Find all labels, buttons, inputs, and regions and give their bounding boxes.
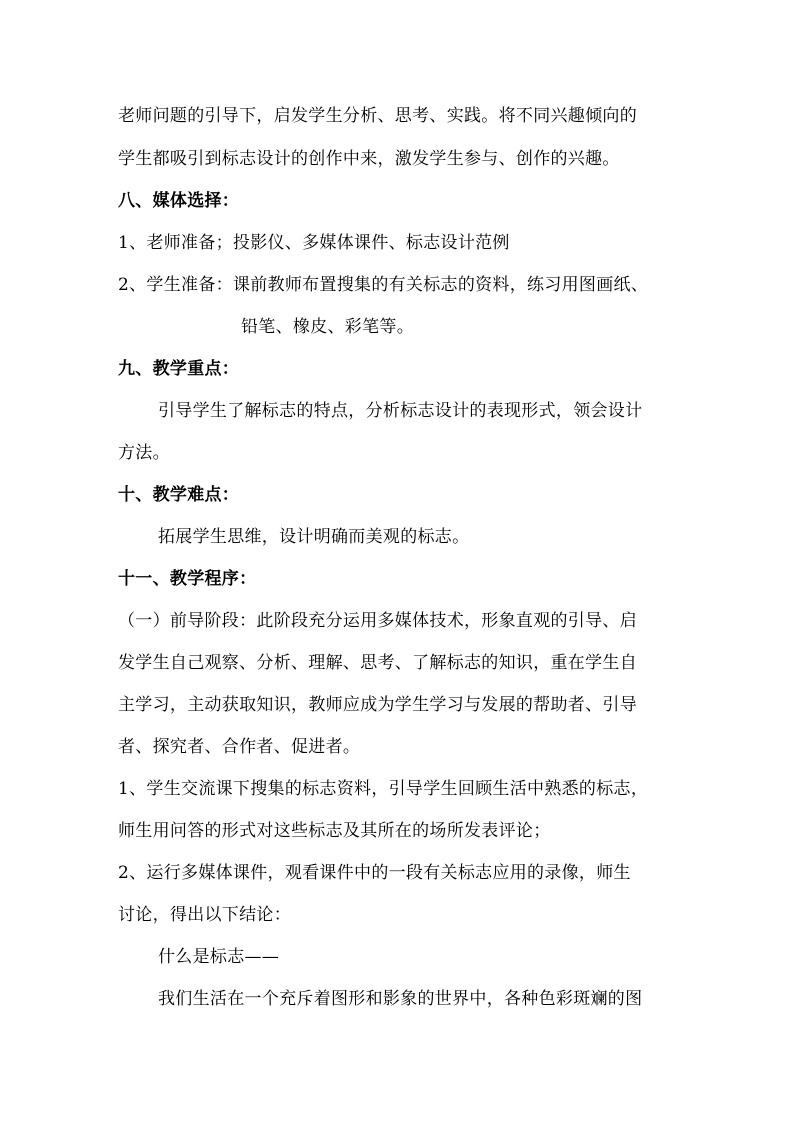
section-heading-key-points: 九、教学重点： [118,359,240,379]
paragraph-line: 方法。 [118,443,170,463]
paragraph-line: 老师问题的引导下，启发学生分析、思考、实践。将不同兴趣倾向的 [118,106,637,126]
list-item: 1、学生交流课下搜集的标志资料，引导学生回顾生活中熟悉的标志， [118,779,649,799]
paragraph-line: 学生都吸引到标志设计的创作中来，激发学生参与、创作的兴趣。 [118,149,620,169]
list-item: 2、运行多媒体课件，观看课件中的一段有关标志应用的录像，师生 [118,863,631,883]
paragraph-line: 我们生活在一个充斥着图形和影象的世界中，各种色彩斑斓的图 [158,989,643,1009]
section-heading-procedure: 十一、教学程序： [118,569,257,589]
list-item: 1、老师准备；投影仪、多媒体课件、标志设计范例 [118,233,510,253]
paragraph-line: 什么是标志—— [158,947,280,967]
list-item: 讨论，得出以下结论： [118,905,291,925]
paragraph-line: 者、探究者、合作者、促进者。 [118,737,361,757]
section-heading-media: 八、媒体选择： [118,191,240,211]
paragraph-line: 主学习，主动获取知识，教师应成为学生学习与发展的帮助者、引导 [118,695,637,715]
list-item: 师生用问答的形式对这些标志及其所在的场所发表评论； [118,821,551,841]
section-heading-difficulties: 十、教学难点： [118,485,240,505]
paragraph-line: （一）前导阶段：此阶段充分运用多媒体技术，形象直观的引导、启 [118,611,637,631]
paragraph-line: 发学生自己观察、分析、理解、思考、了解标志的知识，重在学生自 [118,653,637,673]
list-item-continuation: 铅笔、橡皮、彩笔等。 [241,317,414,337]
list-item: 2、学生准备：课前教师布置搜集的有关标志的资料，练习用图画纸、 [118,275,649,295]
paragraph-line: 拓展学生思维，设计明确而美观的标志。 [158,527,470,547]
paragraph-line: 引导学生了解标志的特点，分析标志设计的表现形式，领会设计 [158,401,643,421]
